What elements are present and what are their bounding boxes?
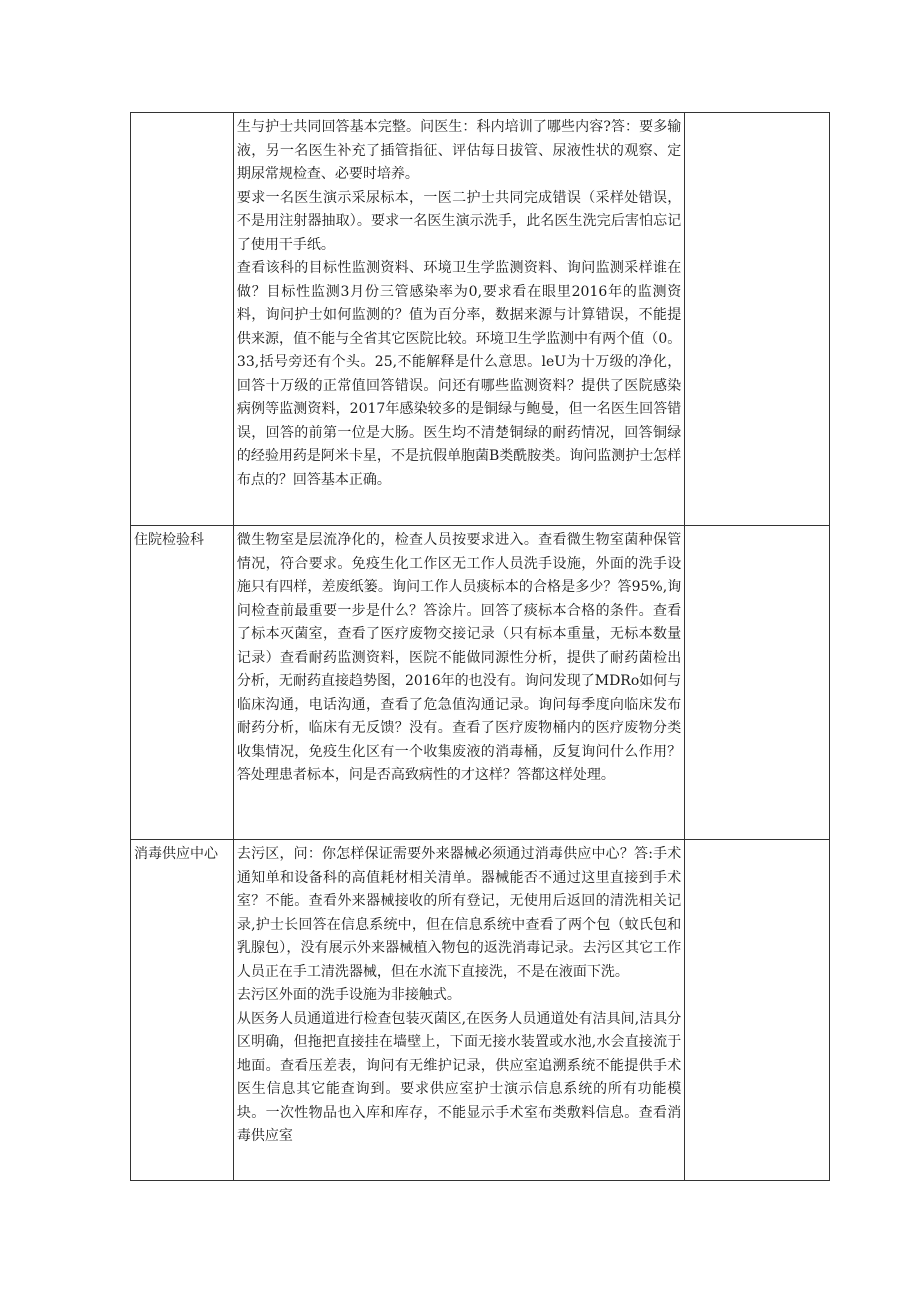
inspection-table [130, 112, 830, 1181]
findings-paragraph: 去污区外面的洗手设施为非接触式。 [236, 987, 461, 1003]
findings-cell [233, 526, 684, 840]
department-cell: 消毒供应中心 [131, 840, 234, 1181]
remark-cell [685, 526, 830, 840]
remark-cell [685, 840, 830, 1181]
findings-paragraph: 生与护士共同回答基本完整。问医生：科内培训了哪些内容?答：要多输液，另一名医生补充了插管指征、评估每日拔管、尿液性状的观察、定期尿常规检查、必要时培养。 [236, 119, 682, 182]
findings-paragraph: 从医务人员通道进行检查包装灭菌区,在医务人员通道处有洁具间,洁具分区明确，但拖把直接挂在墙壁上，下面无接水装置或水池,水会直接流于地面。查看压差表，询问有无维护记录，供应室追溯系统不能提供手术医生信息其它能查询到。要求供应室护士演示信息系统的所有功能模块。一次性物品也入库和库存，不能显示手术室布类敷料信息。查看消毒供应室 [236, 1010, 682, 1144]
findings-cell [233, 840, 684, 1181]
findings-paragraph: 去污区，问：你怎样保证需要外来器械必须通过消毒供应中心？答:手术通知单和设备科的高值耗材相关清单。器械能否不通过这里直接到手术室？不能。查看外来器械接收的所有登记，无使用后返回的清洗相关记录,护士长回答在信息系统中，但在信息系统中查看了两个包（蚊氏包和乳腺包），没有展示外来器械植入物包的返洗消毒记录。去污区其它工作人员正在手工清洗器械，但在水流下直接洗，不是在液面下洗。 [236, 846, 682, 980]
findings-paragraph: 要求一名医生演示采尿标本，一医二护士共同完成错误（采样处错误，不是用注射器抽取）。要求一名医生演示洗手，此名医生洗完后害怕忘记了使用干手纸。 [236, 189, 682, 253]
remark-cell [685, 113, 830, 526]
findings-paragraph: 微生物室是层流净化的，检查人员按要求进入。查看微生物室菌种保管情况，符合要求。免疫生化工作区无工作人员洗手设施，外面的洗手设施只有四样，差废纸篓。询问工作人员痰标本的合格是多少？答95%,询问检查前最重要一步是什么？答涂片。回答了痰标本合格的条件。查看了标本灭菌室，查看了医疗废物交接记录（只有标本重量，无标本数量记录）查看耐药监测资料，医院不能做同源性分析，提供了耐药菌检出分析，无耐药直接趋势图，2016年的也没有。询问发现了MDRo如何与临床沟通，电话沟通，查看了危急值沟通记录。询问每季度向临床发布耐药分析，临床有无反馈？没有。查看了医疗废物桶内的医疗废物分类收集情况，免疫生化区有一个收集废液的消毒桶，反复询问什么作用？答处理患者标本，问是否高致病性的才这样？答都这样处理。 [236, 532, 682, 783]
findings-cell [233, 113, 684, 526]
table-row [131, 840, 830, 1181]
table-row [131, 526, 830, 840]
department-cell [131, 113, 234, 526]
findings-paragraph: 查看该科的目标性监测资料、环境卫生学监测资料、询问监测采样谁在做？目标性监测3月份三管感染率为0,要求看在眼里2016年的监测资料，询问护士如何监测的？值为百分率，数据来源与计算错误，不能提供来源，值不能与全省其它医院比较。环境卫生学监测中有两个值（0。33,括号旁还有个头。25,不能解释是什么意思。leU为十万级的净化，回答十万级的正常值回答错误。问还有哪些监测资料？提供了医院感染病例等监测资料，2017年感染较多的是铜绿与鲍曼，但一名医生回答错误，回答的前第一位是大肠。医生均不清楚铜绿的耐药情况，回答铜绿的经验用药是阿米卡星，不是抗假单胞菌B类酰胺类。询问监测护士怎样布点的？回答基本正确。 [236, 260, 682, 488]
table-row [131, 113, 830, 526]
department-cell: 住院检验科 [131, 526, 234, 840]
